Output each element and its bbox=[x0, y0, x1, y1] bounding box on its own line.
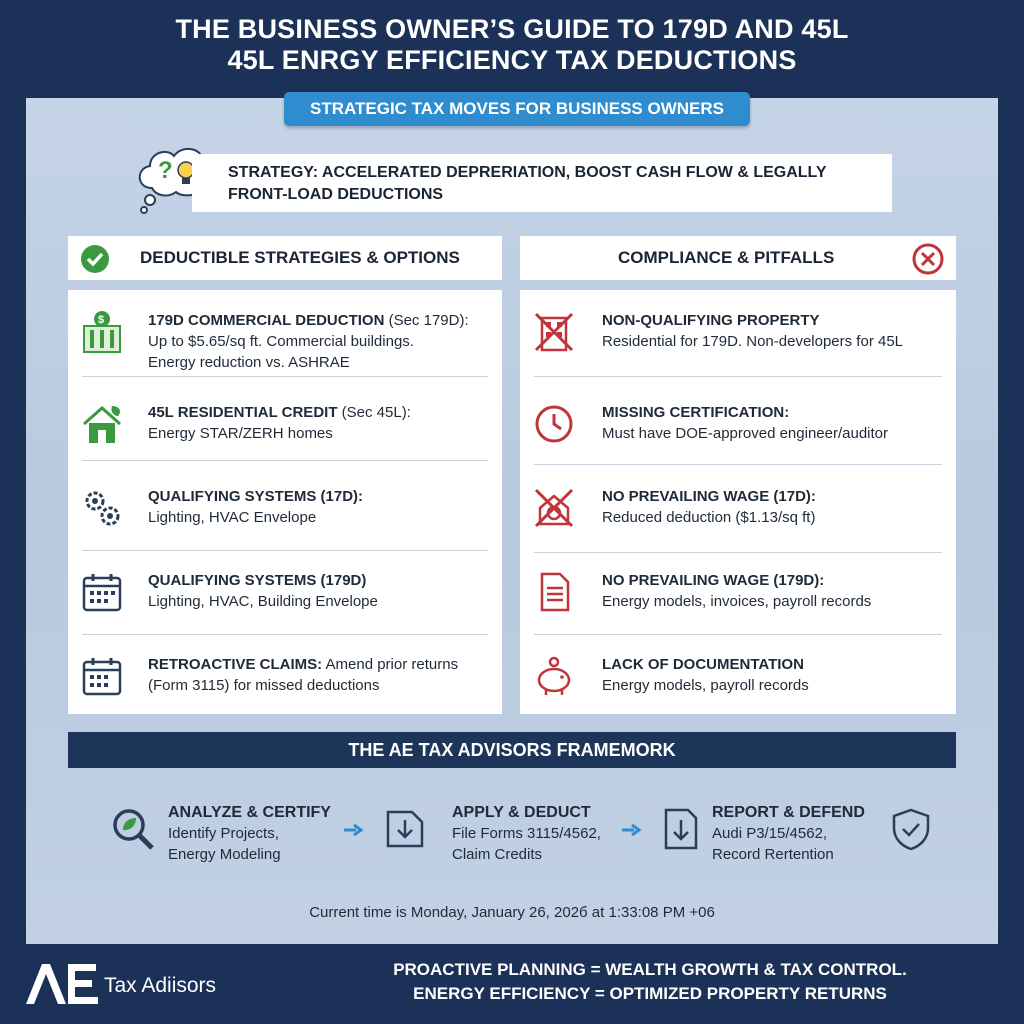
list-item bbox=[520, 290, 956, 374]
list-item bbox=[68, 466, 502, 550]
shield-check-icon bbox=[888, 806, 934, 852]
title-line-2: 45L ENRGY EFFICIENCY TAX DEDUCTIONS bbox=[227, 45, 797, 75]
arrow-right-icon bbox=[344, 824, 364, 836]
list-item bbox=[68, 290, 502, 374]
item-line-2: Energy STAR/ZERH homes bbox=[148, 425, 333, 442]
step-line-2: Claim Credits bbox=[452, 846, 543, 863]
item-line-2: Energy models, payroll records bbox=[602, 677, 809, 694]
footer-line-2: ENERGY EFFICIENCY = OPTIMIZED PROPERTY RETURNS bbox=[413, 984, 887, 1003]
current-time: Current time is Monday, January 26, 202б at 1:33:08 PM +06 bbox=[309, 904, 715, 921]
strategy-banner bbox=[192, 154, 892, 212]
item-title-rest: (Sec 179D): bbox=[384, 312, 469, 329]
strategy-line-1: STRATEGY: ACCELERATED DEPRERIATION, BOOST CASH FLOW & LEGALLY bbox=[228, 164, 827, 181]
list-item bbox=[68, 550, 502, 634]
item-title: LACK OF DOCUMENTATION bbox=[602, 656, 804, 673]
crossed-wage-icon bbox=[532, 486, 576, 530]
strategy-line-2: FRONT-LOAD DEDUCTIONS bbox=[228, 186, 444, 203]
item-line-2: Must have DOE-approved engineer/auditor bbox=[602, 425, 888, 442]
crossed-building-icon bbox=[532, 310, 576, 354]
framework-step-1 bbox=[168, 802, 331, 865]
step-title: APPLY & DEDUCT bbox=[452, 804, 591, 821]
report-download-icon bbox=[658, 806, 704, 852]
item-title: NO PREVAILING WAGE (17D): bbox=[602, 488, 816, 505]
building-dollar-icon bbox=[80, 310, 124, 354]
item-line-2: Lighting, HVAC, Building Envelope bbox=[148, 593, 378, 610]
list-item bbox=[68, 634, 502, 718]
item-line-2: Residential for 179D. Non-developers for 45L bbox=[602, 333, 904, 350]
item-title-rest: Amend prior returns bbox=[322, 656, 459, 673]
compliance-header bbox=[520, 236, 956, 280]
item-title: MISSING CERTIFICATION: bbox=[602, 404, 790, 421]
item-line-2: Up to $5.65/sq ft. Commercial buildings. bbox=[148, 333, 414, 350]
item-title: 45L RESIDENTIAL CREDIT bbox=[148, 404, 338, 421]
item-title: QUALIFYING SYSTEMS (179D) bbox=[148, 572, 367, 589]
item-line-2: Energy models, invoices, payroll records bbox=[602, 593, 872, 610]
footer-tagline bbox=[380, 958, 920, 1006]
ae-logo bbox=[22, 958, 102, 1008]
item-line-2: Reduced deḋuction ($1.13/sq ft) bbox=[602, 509, 816, 526]
clock-icon bbox=[532, 402, 576, 446]
step-line-1: File Forms 3115/4562, bbox=[452, 825, 601, 842]
step-title: ANALYZE & CERTIFY bbox=[168, 804, 331, 821]
title-line-1: THE BUSINESS OWNER’S GUIDE TO 179D AND 45L bbox=[175, 14, 849, 44]
item-title: NON-QUALIFYING PROPERTY bbox=[602, 312, 820, 329]
item-line-2: Lighting, HVAC Envelope bbox=[148, 509, 317, 526]
gears-icon bbox=[80, 486, 124, 530]
item-title: NO PREVAILING WAGE (179D): bbox=[602, 572, 825, 589]
magnifier-leaf-icon bbox=[110, 806, 156, 852]
framework-heading: THE AE TAX ADVISORS FRAMEMORK bbox=[68, 732, 956, 768]
step-title: REPORT & DEFEND bbox=[712, 804, 865, 821]
framework-step-2 bbox=[452, 802, 601, 865]
calendar-icon bbox=[80, 570, 124, 614]
check-circle-icon bbox=[80, 244, 110, 274]
item-title: 179D COMMERCIAL DEDUCTION bbox=[148, 312, 385, 329]
item-title: RETROACTIVE CLAIMS: bbox=[148, 656, 323, 673]
list-item bbox=[520, 382, 956, 466]
list-item bbox=[520, 550, 956, 634]
compliance-list bbox=[520, 290, 956, 714]
item-title: QUALIFYING SYSTEMS (17D): bbox=[148, 488, 364, 505]
svg-text:?: ? bbox=[158, 157, 173, 184]
document-icon bbox=[532, 570, 576, 614]
item-line-2: (Form 3115) for missed deductions bbox=[148, 677, 380, 694]
file-download-icon bbox=[382, 806, 428, 852]
item-line-3: Energy reduction vs. ASHRAE bbox=[148, 354, 350, 371]
list-item bbox=[520, 634, 956, 718]
step-line-1: Identify Projects, bbox=[168, 825, 279, 842]
house-leaf-icon bbox=[80, 402, 124, 446]
subtitle-banner: STRATEGIC TAX MOVES FOR BUSINESS OWNERS bbox=[284, 92, 750, 126]
deductible-header bbox=[68, 236, 502, 280]
step-line-2: Energy Modeling bbox=[168, 846, 281, 863]
step-line-1: Audi P3/15/4562, bbox=[712, 825, 828, 842]
deductible-list bbox=[68, 290, 502, 714]
list-item bbox=[68, 382, 502, 466]
page-title bbox=[0, 14, 1024, 76]
piggy-bank-icon bbox=[532, 654, 576, 698]
footer-line-1: PROACTIVE PLANNING = WEALTH GROWTH & TAX CONTROL. bbox=[393, 960, 907, 979]
deductible-heading: DEDUCTIBLE STRATEGIES & OPTIONS bbox=[140, 248, 460, 267]
framework-step-3 bbox=[712, 802, 865, 865]
calendar-icon bbox=[80, 654, 124, 698]
svg-text:$: $ bbox=[98, 314, 105, 326]
brand-name: Tax Adiisors bbox=[104, 974, 217, 997]
list-item bbox=[520, 466, 956, 550]
arrow-right-icon bbox=[622, 824, 642, 836]
compliance-heading: COMPLIANCE & PITFALLS bbox=[618, 248, 835, 267]
x-circle-icon bbox=[912, 243, 944, 275]
item-title-rest: (Sec 45L): bbox=[337, 404, 411, 421]
step-line-2: Record Rertention bbox=[712, 846, 834, 863]
